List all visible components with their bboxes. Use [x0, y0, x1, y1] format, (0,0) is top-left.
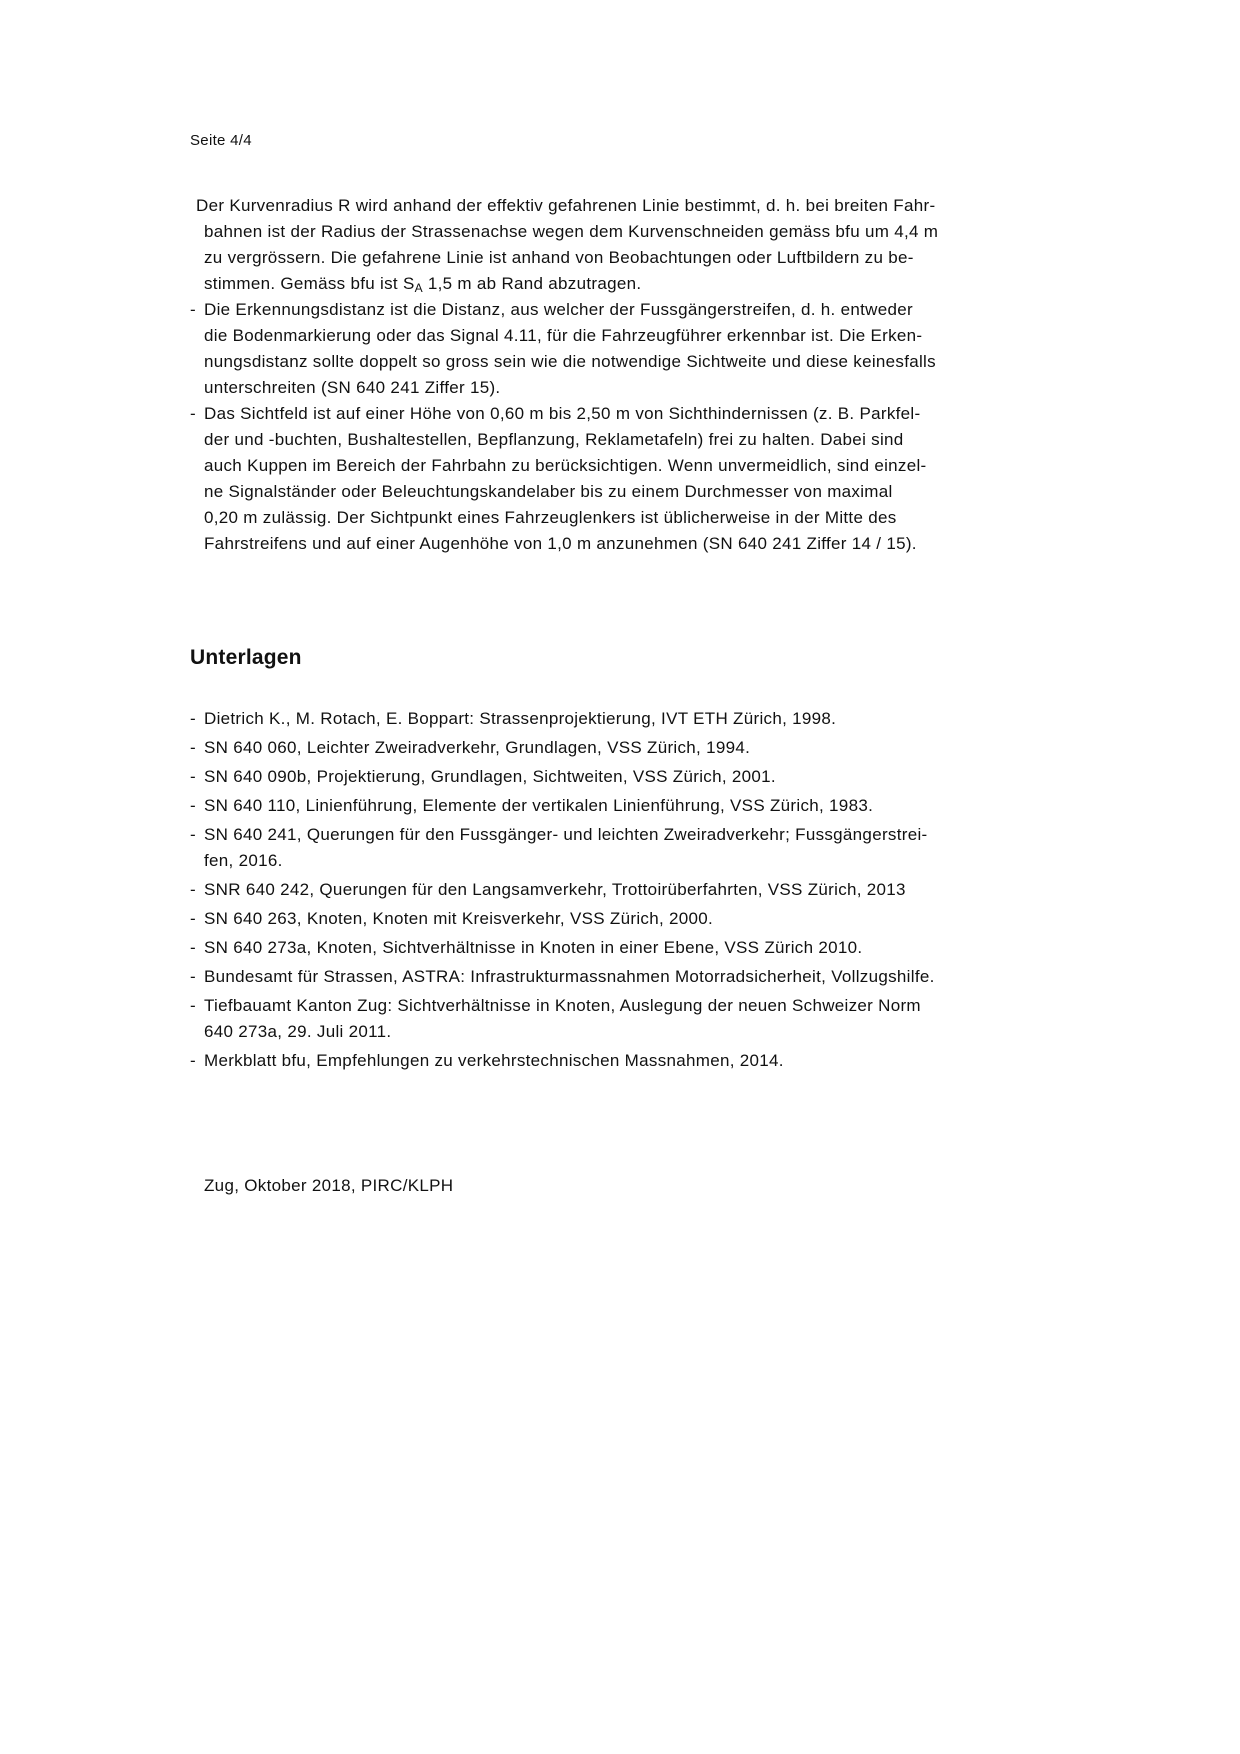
dash-marker: - — [190, 300, 196, 319]
bullet-item-erkennungsdistanz — [190, 297, 1050, 401]
text-line: SN 640 263, Knoten, Knoten mit Kreisverkehr, VSS Zürich, 2000. — [204, 909, 714, 928]
dash-marker: - — [190, 825, 196, 844]
dash-marker: - — [190, 909, 196, 928]
references-heading: Unterlagen — [190, 646, 302, 669]
text-line: 0,20 m zulässig. Der Sichtpunkt eines Fahrzeuglenkers ist üblicherweise in der Mitte des — [204, 508, 897, 527]
text-line: Fahrstreifens und auf einer Augenhöhe von 1,0 m anzunehmen (SN 640 241 Ziffer 14 / 15). — [204, 534, 917, 553]
dash-marker: - — [190, 938, 196, 957]
text-line — [204, 271, 1050, 297]
text-line: SN 640 090b, Projektierung, Grundlagen, Sichtweiten, VSS Zürich, 2001. — [204, 767, 776, 786]
dash-marker: - — [190, 880, 196, 899]
dash-marker: - — [190, 967, 196, 986]
body-paragraph-kurvenradius — [190, 193, 1050, 297]
text-line: fen, 2016. — [204, 851, 283, 870]
text-line: 640 273a, 29. Juli 2011. — [204, 1022, 392, 1041]
reference-item — [190, 764, 1050, 790]
text-line: Die Erkennungsdistanz ist die Distanz, aus welcher der Fussgängerstreifen, d. h. entweder — [204, 300, 913, 319]
text-line: SN 640 110, Linienführung, Elemente der vertikalen Linienführung, VSS Zürich, 1983. — [204, 796, 874, 815]
dash-marker: - — [190, 1051, 196, 1070]
bullet-item-sichtfeld — [190, 401, 1050, 557]
reference-item — [190, 1048, 1050, 1074]
text-line: SNR 640 242, Querungen für den Langsamverkehr, Trottoirüberfahrten, VSS Zürich, 2013 — [204, 880, 906, 899]
page-content — [190, 131, 1050, 1199]
text-line: SN 640 273a, Knoten, Sichtverhältnisse in Knoten in einer Ebene, VSS Zürich 2010. — [204, 938, 863, 957]
reference-item — [190, 964, 1050, 990]
dash-marker: - — [190, 738, 196, 757]
text-line: bahnen ist der Radius der Strassenachse wegen dem Kurvenschneiden gemäss bfu um 4,4 m — [204, 222, 939, 241]
text-line: Der Kurvenradius R wird anhand der effektiv gefahrenen Linie bestimmt, d. h. bei breiten Fahr- — [196, 196, 936, 215]
text-line: Zug, Oktober 2018, PIRC/KLPH — [204, 1176, 454, 1195]
text-line: zu vergrössern. Die gefahrene Linie ist anhand von Beobachtungen oder Luftbildern zu be- — [204, 248, 914, 267]
dash-marker: - — [190, 404, 196, 423]
text-line: SN 640 060, Leichter Zweiradverkehr, Grundlagen, VSS Zürich, 1994. — [204, 738, 751, 757]
text-segment: 1,5 m ab Rand abzutragen. — [422, 274, 642, 293]
page-number: Seite 4/4 — [190, 132, 252, 149]
reference-item — [190, 877, 1050, 903]
dash-marker: - — [190, 767, 196, 786]
reference-item — [190, 993, 1050, 1045]
date-signature-line — [190, 1173, 1050, 1199]
text-line: Das Sichtfeld ist auf einer Höhe von 0,60 m bis 2,50 m von Sichthindernissen (z. B. Parkfel- — [204, 404, 921, 423]
text-line: Merkblatt bfu, Empfehlungen zu verkehrstechnischen Massnahmen, 2014. — [204, 1051, 784, 1070]
dash-marker: - — [190, 709, 196, 728]
text-line: Dietrich K., M. Rotach, E. Boppart: Strassenprojektierung, IVT ETH Zürich, 1998. — [204, 709, 837, 728]
dash-marker: - — [190, 796, 196, 815]
paragraph-text — [190, 193, 1050, 297]
text-segment: stimmen. Gemäss bfu ist S — [204, 274, 415, 293]
text-line: ne Signalständer oder Beleuchtungskandelaber bis zu einem Durchmesser von maximal — [204, 482, 893, 501]
text-line: SN 640 241, Querungen für den Fussgänger- und leichten Zweiradverkehr; Fussgängerstrei- — [204, 825, 928, 844]
references-list — [190, 706, 1050, 1074]
reference-item — [190, 822, 1050, 874]
text-line: nungsdistanz sollte doppelt so gross sein wie die notwendige Sichtweite und diese keinesfalls — [204, 352, 936, 371]
subscript-a: A — [414, 281, 423, 295]
reference-item — [190, 735, 1050, 761]
dash-marker: - — [190, 996, 196, 1015]
text-line: unterschreiten (SN 640 241 Ziffer 15). — [204, 378, 501, 397]
text-line: Tiefbauamt Kanton Zug: Sichtverhältnisse in Knoten, Auslegung der neuen Schweizer Norm — [204, 996, 921, 1015]
reference-item — [190, 793, 1050, 819]
text-line: auch Kuppen im Bereich der Fahrbahn zu berücksichtigen. Wenn unvermeidlich, sind einzel- — [204, 456, 927, 475]
reference-item — [190, 935, 1050, 961]
text-line: der und -buchten, Bushaltestellen, Bepflanzung, Reklametafeln) frei zu halten. Dabei sind — [204, 430, 904, 449]
text-line: die Bodenmarkierung oder das Signal 4.11, für die Fahrzeugführer erkennbar ist. Die Erken- — [204, 326, 923, 345]
text-line: Bundesamt für Strassen, ASTRA: Infrastrukturmassnahmen Motorradsicherheit, Vollzugshilfe. — [204, 967, 935, 986]
reference-item — [190, 906, 1050, 932]
reference-item — [190, 706, 1050, 732]
